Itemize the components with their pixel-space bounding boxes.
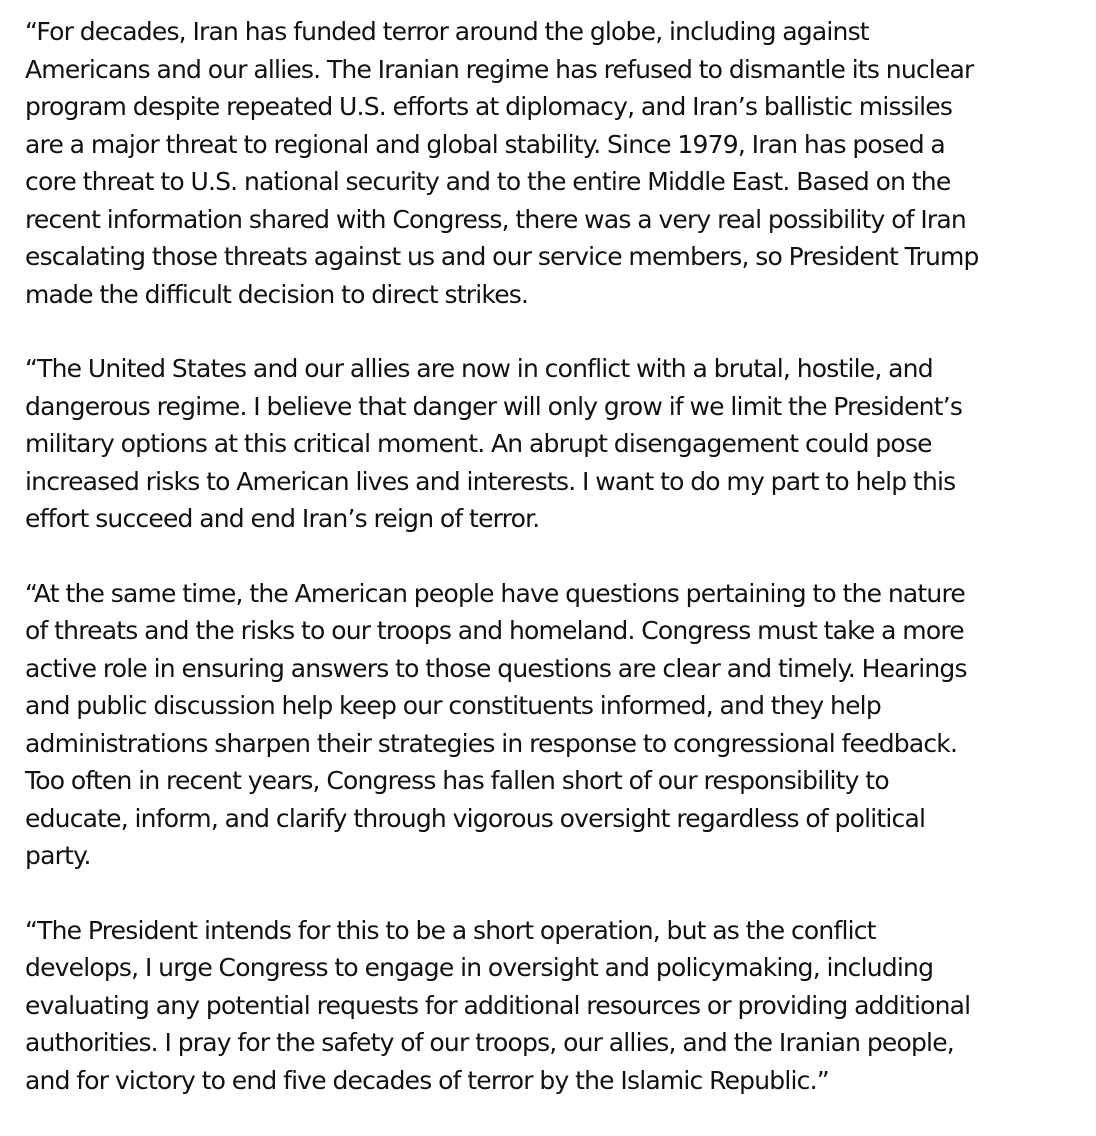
paragraph-2 — [25, 350, 1085, 538]
text-line: and public discussion help keep our constituents informed, and they help — [25, 691, 881, 720]
statement-document — [25, 13, 1085, 1136]
text-line: escalating those threats against us and our service members, so President Trump — [25, 242, 979, 271]
text-line: core threat to U.S. national security and to the entire Middle East. Based on the — [25, 167, 951, 196]
text-line: are a major threat to regional and global stability. Since 1979, Iran has posed a — [25, 129, 945, 159]
text-line: increased risks to American lives and interests. I want to do my part to help this — [25, 466, 956, 496]
paragraph-1 — [25, 13, 1085, 313]
text-line: Americans and our allies. The Iranian regime has refused to dismantle its nuclear — [25, 54, 974, 84]
text-line: educate, inform, and clarify through vigorous oversight regardless of political — [25, 803, 926, 833]
text-line: Too often in recent years, Congress has fallen short of our responsibility to — [25, 766, 889, 795]
text-line: made the difficult decision to direct strikes. — [25, 279, 529, 309]
text-line: authorities. I pray for the safety of our troops, our allies, and the Iranian people, — [25, 1028, 954, 1057]
text-line: and for victory to end five decades of terror by the Islamic Republic.” — [25, 1065, 829, 1095]
text-line: “At the same time, the American people have questions pertaining to the nature — [25, 578, 965, 608]
paragraph-3 — [25, 575, 1085, 875]
text-line: effort succeed and end Iran’s reign of terror. — [25, 504, 540, 533]
paragraph-4 — [25, 912, 1085, 1100]
text-line: develops, I urge Congress to engage in oversight and policymaking, including — [25, 953, 934, 982]
text-line: evaluating any potential requests for additional resources or providing additional — [25, 990, 971, 1020]
text-line: dangerous regime. I believe that danger will only grow if we limit the President’s — [25, 391, 963, 421]
text-line: “For decades, Iran has funded terror around the globe, including against — [25, 17, 869, 46]
text-line: recent information shared with Congress, there was a very real possibility of Iran — [25, 204, 966, 234]
text-line: party. — [25, 841, 91, 870]
text-line: “The President intends for this to be a short operation, but as the conflict — [25, 915, 876, 945]
text-line: program despite repeated U.S. efforts at diplomacy, and Iran’s ballistic missiles — [25, 92, 953, 121]
text-line: active role in ensuring answers to those questions are clear and timely. Hearings — [25, 653, 967, 683]
text-line: military options at this critical moment. An abrupt disengagement could pose — [25, 429, 932, 458]
text-line: of threats and the risks to our troops and homeland. Congress must take a more — [25, 616, 964, 645]
text-line: administrations sharpen their strategies in response to congressional feedback. — [25, 728, 958, 758]
text-line: “The United States and our allies are now in conflict with a brutal, hostile, and — [25, 354, 933, 383]
